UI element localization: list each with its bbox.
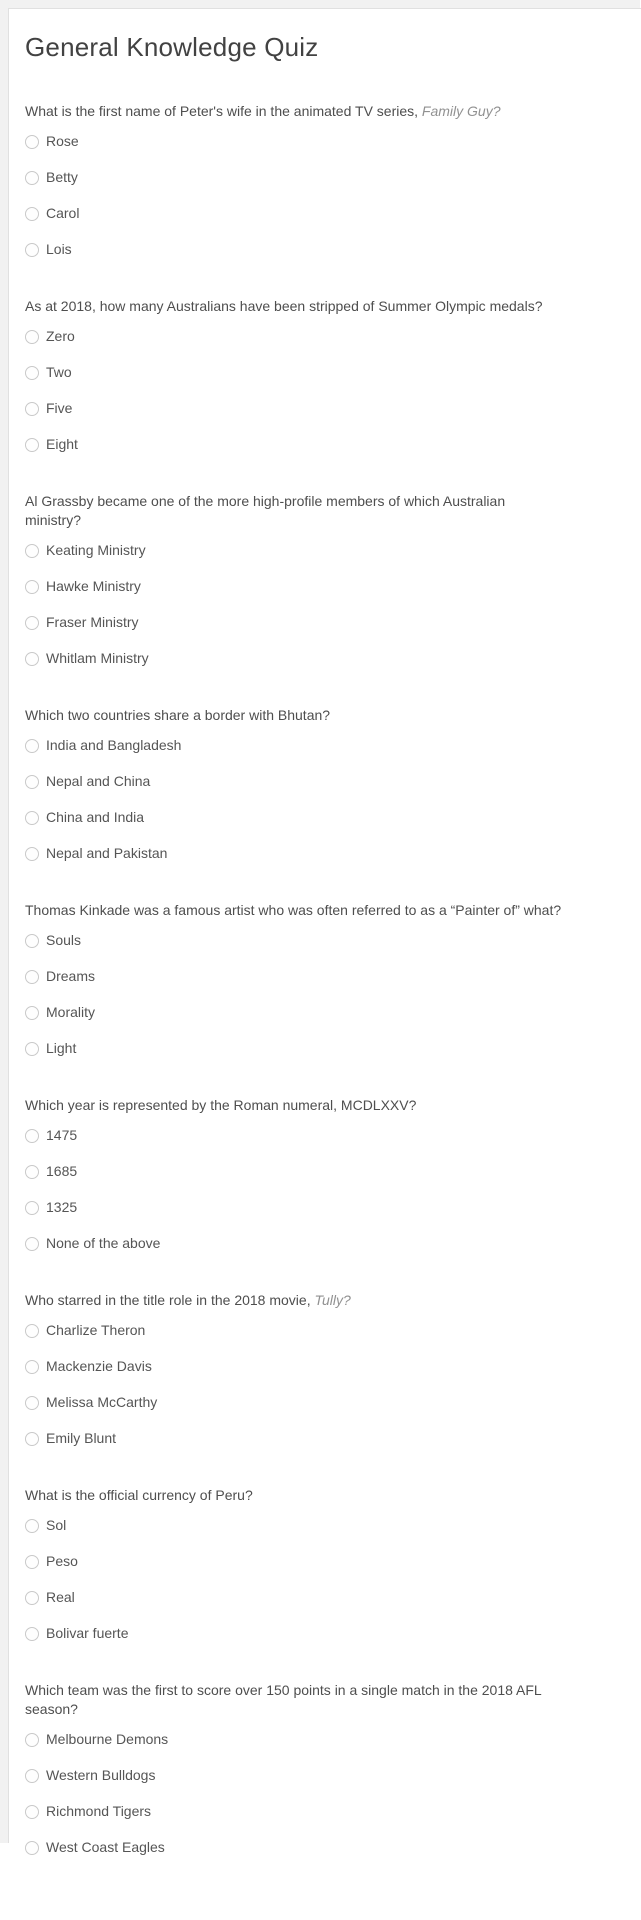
answer-option[interactable] [25, 1002, 631, 1023]
question-text [25, 1291, 631, 1310]
radio-button-icon[interactable] [25, 1769, 39, 1783]
radio-button-icon[interactable] [25, 934, 39, 948]
radio-button-icon[interactable] [25, 402, 39, 416]
quiz-card [8, 8, 641, 1855]
answer-option[interactable] [25, 540, 631, 561]
radio-button-icon[interactable] [25, 652, 39, 666]
answer-option[interactable] [25, 1729, 631, 1750]
question-block [25, 102, 631, 260]
question-text [25, 1681, 631, 1719]
answer-option[interactable] [25, 1038, 631, 1059]
question-text [25, 901, 631, 920]
radio-button-icon[interactable] [25, 1006, 39, 1020]
question-text-segment: As at 2018, how many Australians have been stripped of Summer Olympic medals? [25, 298, 543, 314]
answer-option[interactable] [25, 930, 631, 951]
radio-button-icon[interactable] [25, 1042, 39, 1056]
page-title: General Knowledge Quiz [25, 32, 319, 62]
question-block [25, 901, 631, 1059]
radio-button-icon[interactable] [25, 811, 39, 825]
option-label: 1325 [46, 1199, 78, 1215]
radio-button-icon[interactable] [25, 1841, 39, 1855]
question-text-segment: Which year is represented by the Roman numeral, MCDLXXV? [25, 1097, 417, 1113]
option-label: None of the above [46, 1235, 161, 1251]
option-label: Whitlam Ministry [46, 650, 149, 666]
answer-option[interactable] [25, 1320, 631, 1341]
question-block [25, 492, 631, 669]
option-label: Hawke Ministry [46, 578, 141, 594]
radio-button-icon[interactable] [25, 616, 39, 630]
option-label: Morality [46, 1004, 96, 1020]
answer-option[interactable] [25, 576, 631, 597]
question-block [25, 1291, 631, 1449]
answer-option[interactable] [25, 612, 631, 633]
answer-option[interactable] [25, 239, 631, 260]
option-label: Real [46, 1589, 75, 1605]
option-label: Dreams [46, 968, 96, 984]
question-text [25, 297, 631, 316]
option-label: West Coast Eagles [46, 1839, 165, 1855]
answer-option[interactable] [25, 1515, 631, 1536]
answer-option[interactable] [25, 807, 631, 828]
question-text [25, 102, 631, 121]
question-text-segment: What is the first name of Peter's wife in the animated TV series, [25, 103, 422, 119]
radio-button-icon[interactable] [25, 847, 39, 861]
option-label: Mackenzie Davis [46, 1358, 152, 1374]
option-label: Sol [46, 1517, 67, 1533]
question-text-segment: ministry? [25, 512, 82, 528]
answer-option[interactable] [25, 648, 631, 669]
radio-button-icon[interactable] [25, 739, 39, 753]
answer-option[interactable] [25, 771, 631, 792]
option-label: Light [46, 1040, 77, 1056]
question-text-segment: season? [25, 1701, 78, 1717]
radio-button-icon[interactable] [25, 580, 39, 594]
question-text-segment: Which two countries share a border with Bhutan? [25, 707, 331, 723]
option-label: Emily Blunt [46, 1430, 117, 1446]
question-text [25, 492, 631, 530]
option-label: Bolivar fuerte [46, 1625, 129, 1641]
radio-button-icon[interactable] [25, 544, 39, 558]
answer-option[interactable] [25, 131, 631, 152]
option-label: 1475 [46, 1127, 78, 1143]
question-text-segment: Thomas Kinkade was a famous artist who was often referred to as a “Painter of” what? [25, 902, 562, 918]
option-label: Nepal and China [46, 773, 151, 789]
answer-option[interactable] [25, 1428, 631, 1449]
option-label: Richmond Tigers [46, 1803, 152, 1819]
radio-button-icon[interactable] [25, 1627, 39, 1641]
option-label: China and India [46, 809, 145, 825]
option-label: Rose [46, 133, 79, 149]
option-label: Eight [46, 436, 78, 452]
option-label: Nepal and Pakistan [46, 845, 168, 861]
option-label: Zero [46, 328, 75, 344]
radio-button-icon[interactable] [25, 1555, 39, 1569]
answer-option[interactable] [25, 735, 631, 756]
radio-button-icon[interactable] [25, 1324, 39, 1338]
radio-button-icon[interactable] [25, 330, 39, 344]
question-list [25, 102, 631, 1858]
answer-option[interactable] [25, 398, 631, 419]
option-label: Two [46, 364, 72, 380]
radio-button-icon[interactable] [25, 1360, 39, 1374]
option-label: Betty [46, 169, 78, 185]
radio-button-icon[interactable] [25, 1237, 39, 1251]
question-block [25, 1096, 631, 1254]
question-block [25, 706, 631, 864]
option-label: Keating Ministry [46, 542, 146, 558]
option-label: Charlize Theron [46, 1322, 146, 1338]
question-block [25, 1681, 631, 1858]
radio-button-icon[interactable] [25, 1805, 39, 1819]
option-label: Fraser Ministry [46, 614, 139, 630]
option-label: Lois [46, 241, 72, 257]
answer-option[interactable] [25, 1233, 631, 1254]
answer-option[interactable] [25, 203, 631, 224]
question-block [25, 297, 631, 455]
answer-option[interactable] [25, 1587, 631, 1608]
option-label: Souls [46, 932, 82, 948]
radio-button-icon[interactable] [25, 1165, 39, 1179]
radio-button-icon[interactable] [25, 1396, 39, 1410]
answer-option[interactable] [25, 966, 631, 987]
option-label: Peso [46, 1553, 78, 1569]
question-text [25, 1096, 631, 1115]
question-text [25, 706, 631, 725]
answer-option[interactable] [25, 1125, 631, 1146]
radio-button-icon[interactable] [25, 1201, 39, 1215]
radio-button-icon[interactable] [25, 135, 39, 149]
radio-button-icon[interactable] [25, 1519, 39, 1533]
question-text-segment: What is the official currency of Peru? [25, 1487, 253, 1503]
option-label: Carol [46, 205, 80, 221]
answer-option[interactable] [25, 1551, 631, 1572]
answer-option[interactable] [25, 1623, 631, 1644]
question-text [25, 1486, 631, 1505]
radio-button-icon[interactable] [25, 1591, 39, 1605]
option-label: Five [46, 400, 73, 416]
option-label: India and Bangladesh [46, 737, 182, 753]
answer-option[interactable] [25, 167, 631, 188]
radio-button-icon[interactable] [25, 243, 39, 257]
option-label: Melissa McCarthy [46, 1394, 158, 1410]
answer-option[interactable] [25, 1765, 631, 1786]
answer-option[interactable] [25, 326, 631, 347]
radio-button-icon[interactable] [25, 438, 39, 452]
radio-button-icon[interactable] [25, 366, 39, 380]
radio-button-icon[interactable] [25, 1733, 39, 1747]
answer-option[interactable] [25, 1197, 631, 1218]
radio-button-icon[interactable] [25, 1129, 39, 1143]
answer-option[interactable] [25, 1801, 631, 1822]
radio-button-icon[interactable] [25, 171, 39, 185]
question-text-italic-segment: Tully? [314, 1292, 351, 1308]
question-block [25, 1486, 631, 1644]
answer-option[interactable] [25, 1356, 631, 1377]
option-label: 1685 [46, 1163, 78, 1179]
question-text-italic-segment: Family Guy? [421, 103, 501, 119]
option-label: Melbourne Demons [46, 1731, 169, 1747]
answer-option[interactable] [25, 1392, 631, 1413]
radio-button-icon[interactable] [25, 1432, 39, 1446]
answer-option[interactable] [25, 1837, 631, 1858]
question-text-segment: Who starred in the title role in the 2018 movie, [25, 1292, 315, 1308]
radio-button-icon[interactable] [25, 775, 39, 789]
answer-option[interactable] [25, 1161, 631, 1182]
answer-option[interactable] [25, 434, 631, 455]
answer-option[interactable] [25, 843, 631, 864]
question-text-segment: Which team was the first to score over 150 points in a single match in the 2018 AFL [25, 1682, 542, 1698]
question-text-segment: Al Grassby became one of the more high-profile members of which Australian [25, 493, 506, 509]
option-label: Western Bulldogs [46, 1767, 156, 1783]
radio-button-icon[interactable] [25, 207, 39, 221]
answer-option[interactable] [25, 362, 631, 383]
radio-button-icon[interactable] [25, 970, 39, 984]
